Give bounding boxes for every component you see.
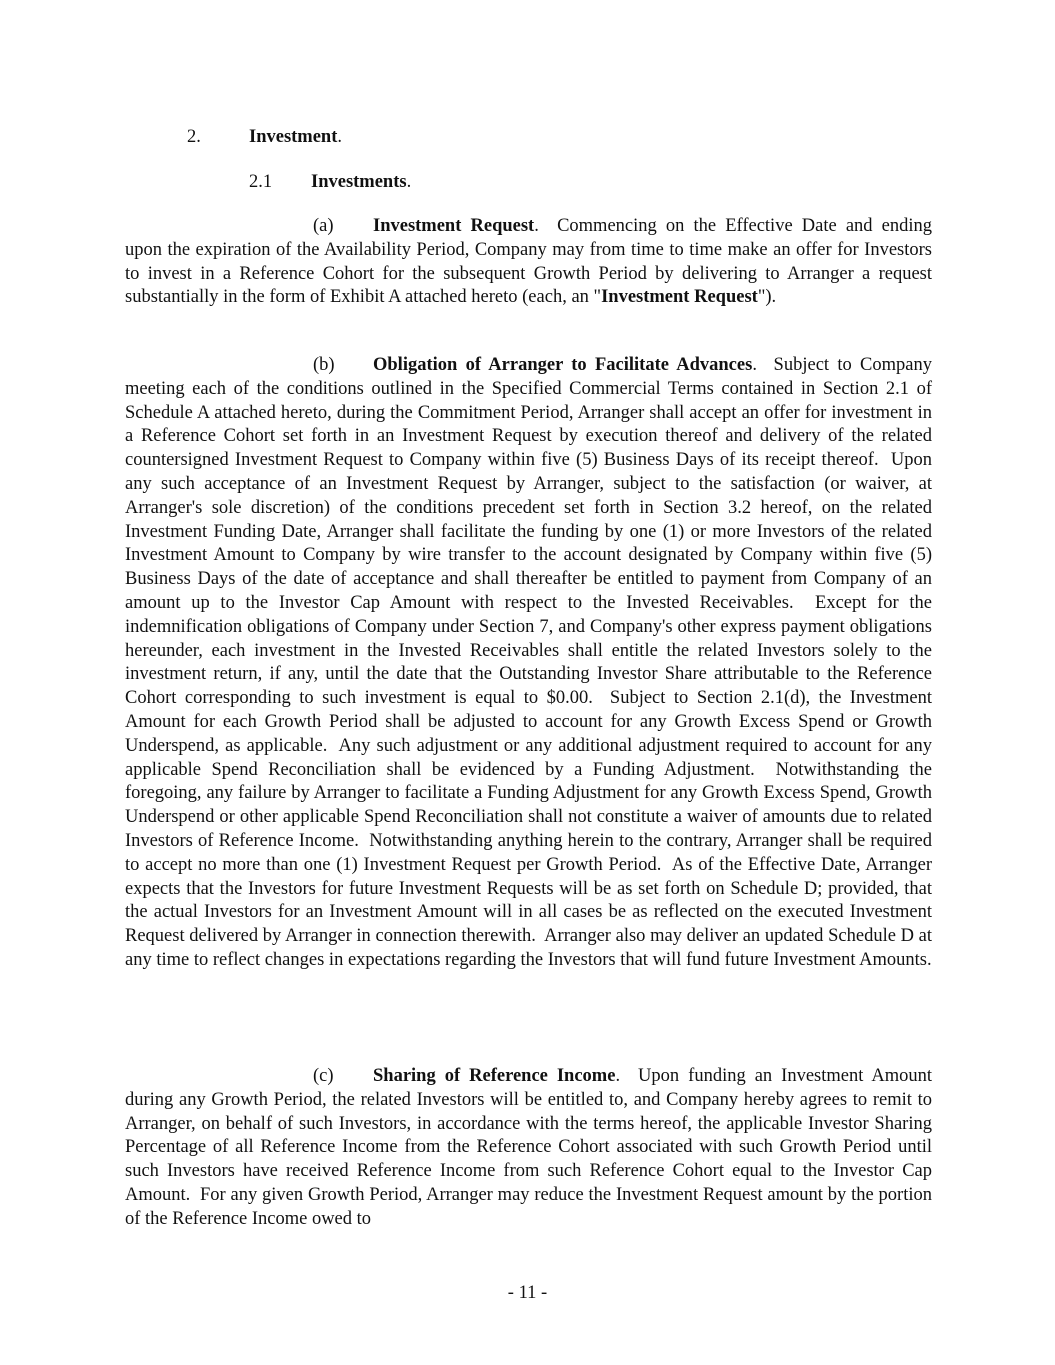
paragraph-heading: Obligation of Arranger to Facilitate Advances <box>373 355 753 375</box>
subsection-title-suffix: . <box>406 172 412 192</box>
paragraph-label: (a) <box>313 216 334 236</box>
paragraph-heading-suffix: . <box>615 1066 621 1086</box>
paragraph-body-end: "). <box>757 287 777 308</box>
paragraph-body: Upon funding an Investment Amount during any Growth Period, the related Investors will be entitled to, and Company hereby agrees to remit to Arranger, on behalf of such Investors, in accordance with the terms hereof, the applicable Investor Sharing Percentage of all Reference Income from the Reference Cohort associated with such Growth Period until such Investors have received Reference Income from such Reference Cohort equal to the Investor Cap Amount. For any given Growth Period, Arranger may reduce the Investment Request amount by the portion of the Reference Income owed to <box>125 1066 937 1229</box>
section-title-suffix: . <box>337 127 343 147</box>
subsection-number: 2.1 <box>249 172 273 192</box>
paragraph-c <box>125 1065 937 1232</box>
paragraph-heading: Investment Request <box>373 216 535 236</box>
paragraph-b <box>125 354 937 973</box>
paragraph-heading-suffix: . <box>752 355 757 375</box>
page-number: - 11 - <box>507 1283 548 1303</box>
subsection-heading <box>249 171 411 195</box>
defined-term: Investment Request <box>601 287 758 308</box>
paragraph-label: (c) <box>313 1066 334 1086</box>
subsection-title: Investments <box>311 172 407 192</box>
section-heading <box>187 126 342 150</box>
paragraph-a <box>125 215 937 310</box>
section-title: Investment <box>249 127 338 147</box>
section-number: 2. <box>187 127 201 147</box>
paragraph-heading-suffix: . <box>534 216 539 236</box>
paragraph-body: Subject to Company meeting each of the conditions outlined in the Specified Commercial Terms contained in Section 2.1 of Schedule A attached hereto, during the Commitment Period, Arranger shall accept an offer for investment in a Reference Cohort set forth in an Investment Request by execution thereof and delivery of the related countersigned Investment Request to Company within five (5) Business Days of its receipt thereof. Upon any such acceptance of an Investment Request by Arranger, subject to the satisfaction (or waiver, at Arranger's sole discretion) of the conditions precedent set forth in Section 3.2 hereof, on the related Investment Funding Date, Arranger shall facilitate the funding by one (1) or more Investors of the related Investment Amount to Company by wire transfer to the account designated by Company within five (5) Business Days of the date of acceptance and shall thereafter be entitled to payment from Company of an amount up to the Investor Cap Amount with respect to the Invested Receivables. Except for the indemnification obligations of Company under Section 7, and Company's other express payment obligations hereunder, each investment in the Invested Receivables shall entitle the related Investors solely to the investment return, if any, until the date that the Outstanding Investor Share attributable to the Reference Cohort corresponding to such investment is equal to $0.00. Subject to Section 2.1(d), the Investment Amount for each Growth Period shall be adjusted to account for any Growth Excess Spend or Growth Underspend, as applicable. Any such adjustment or any additional adjustment required to account for any applicable Spend Reconciliation shall be evidenced by a Funding Adjustment. Notwithstanding the foregoing, any failure by Arranger to facilitate a Funding Adjustment for any Growth Excess Spend, Growth Underspend or other applicable Spend Reconciliation shall not constitute a waiver of amounts due to related Investors of Reference Income. Notwithstanding anything herein to the contrary, Arranger shall be required to accept no more than one (1) Investment Request per Growth Period. As of the Effective Date, Arranger expects that the Investors for future Investment Requests will be as set forth on Schedule D; provided, that the actual Investors for an Investment Amount will in all cases be as reflected on the executed Investment Request delivered by Arranger in connection therewith. Arranger also may deliver an updated Schedule D at any time to reflect changes in expectations regarding the Investors that will fund future Investment Amounts. <box>125 355 937 970</box>
paragraph-heading: Sharing of Reference Income <box>373 1066 616 1086</box>
paragraph-label: (b) <box>313 355 335 375</box>
paragraph-body: Commencing on the Effective Date and ending upon the expiration of the Availability Period, Company may from time to time make an offer for Investors to invest in a Reference Cohort for the subsequent Growth Period by delivering to Arranger a request substantially in the form of Exhibit A attached hereto (each, an " <box>125 216 937 308</box>
